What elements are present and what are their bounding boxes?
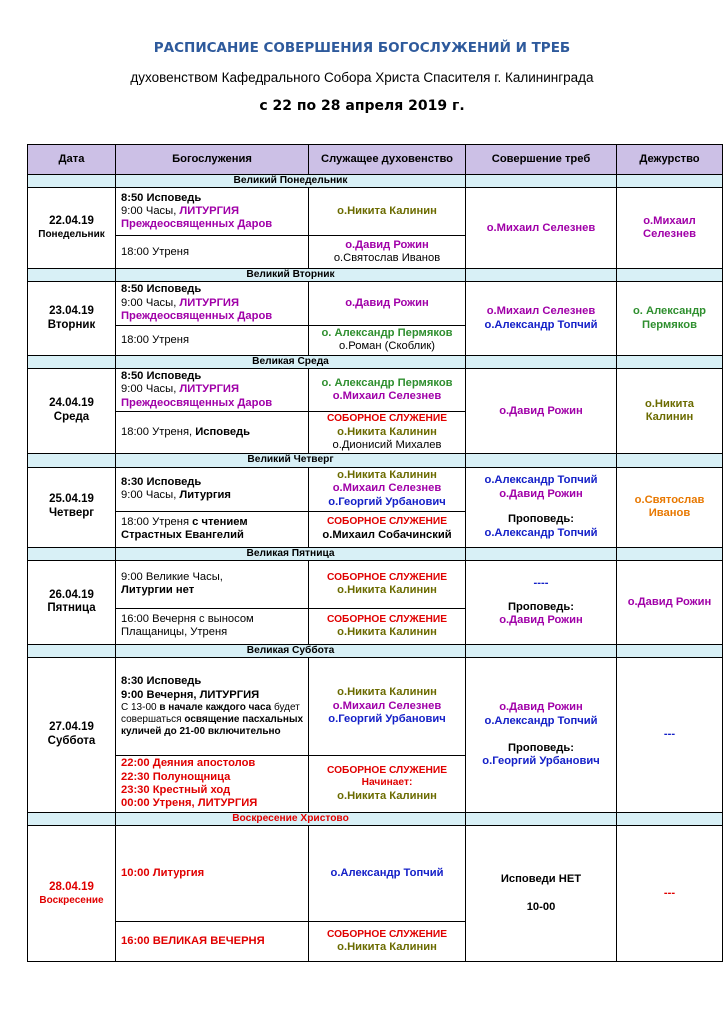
col-date: Дата	[28, 145, 116, 175]
treby-cell	[466, 369, 617, 454]
weekday: Четверг	[48, 507, 95, 520]
date: 24.04.19	[49, 397, 94, 410]
clergy-cell	[309, 826, 466, 922]
dash: ----	[533, 577, 549, 590]
clergy-name: о.Давид Рожин	[499, 487, 583, 500]
day-header	[28, 269, 723, 282]
treby-cell	[466, 560, 617, 644]
service-line: Преждеосвященных Даров	[121, 218, 273, 231]
date: 28.04.19	[49, 880, 94, 893]
clergy-name: о.Давид Рожин	[499, 614, 583, 627]
clergy-name: о.Александр Топчий	[484, 714, 598, 727]
clergy-name: о.Михаил Селезнев	[643, 214, 696, 241]
duty-cell	[617, 560, 723, 644]
clergy-name: о.Роман (Скоблик)	[338, 340, 436, 353]
service-line: 8:50 Исповедь	[121, 191, 202, 204]
table-row	[28, 282, 723, 325]
service-cell	[116, 922, 309, 962]
date: 27.04.19	[49, 721, 94, 734]
dash: ---	[663, 886, 676, 899]
treby-cell	[466, 188, 617, 269]
clergy-name: о.Михаил Селезнев	[332, 482, 442, 495]
clergy-name: о.Михаил Собачинский	[322, 528, 452, 541]
clergy-name: о.Александр Топчий	[484, 318, 598, 331]
date: 22.04.19	[49, 215, 94, 228]
page-subtitle: духовенством Кафедрального Собора Христа Спасителя г. Калининграда	[130, 70, 594, 85]
clergy-name: о.Никита Калинин	[337, 625, 437, 638]
service-line: 9:00 Вечерня, ЛИТУРГИЯ	[121, 688, 260, 701]
clergy-name: о.Никита Калинин	[337, 583, 437, 596]
date: 26.04.19	[49, 588, 94, 601]
service-line: с чтением	[192, 515, 248, 528]
date-cell	[28, 188, 116, 269]
clergy-name: о.Давид Рожин	[627, 595, 712, 608]
service-line: ЛИТУРГИЯ	[179, 296, 239, 309]
duty-cell	[617, 282, 723, 355]
service-line: Страстных Евангелий	[121, 529, 244, 542]
clergy-cell	[309, 236, 466, 269]
service-line: 18:00 Утреня	[121, 245, 190, 258]
blessing-note	[121, 702, 305, 738]
day-name: Великий Вторник	[116, 269, 466, 282]
day-name: Воскресение Христово	[116, 812, 466, 825]
service-cell	[116, 236, 309, 269]
service-cell	[116, 369, 309, 412]
clergy-cell	[309, 369, 466, 412]
treby-cell	[466, 826, 617, 962]
service-line: Исповедь	[195, 426, 251, 439]
clergy-cell	[309, 658, 466, 756]
clergy-cell	[309, 511, 466, 547]
service-cell	[116, 608, 309, 644]
clergy-name: о.Александр Топчий	[330, 866, 444, 879]
clergy-name: о.Александр Топчий	[484, 526, 598, 539]
service-line: 00:00 Утреня, ЛИТУРГИЯ	[121, 797, 258, 810]
clergy-name: о.Давид Рожин	[345, 238, 429, 251]
table-row	[28, 369, 723, 412]
service-line: 22:00 Деяния апостолов	[121, 757, 256, 770]
table-header	[28, 145, 723, 175]
service-cell	[116, 412, 309, 454]
table-row	[28, 658, 723, 756]
service-cell	[116, 511, 309, 547]
col-clergy: Служащее духовенство	[309, 145, 466, 175]
weekday: Суббота	[47, 735, 96, 748]
service-line: 9:00 Великие Часы,	[121, 570, 223, 583]
duty-cell	[617, 658, 723, 813]
day-header	[28, 644, 723, 657]
weekday: Воскресение	[39, 894, 104, 906]
table-row	[28, 826, 723, 922]
date: 23.04.19	[49, 304, 94, 317]
date-cell	[28, 467, 116, 547]
service-line: Литургия	[179, 489, 231, 502]
date-cell	[28, 369, 116, 454]
clergy-name: о.Никита Калинин	[337, 941, 437, 954]
service-line: Преждеосвященных Даров	[121, 310, 273, 323]
clergy-name: СОБОРНОЕ СЛУЖЕНИЕ	[326, 571, 448, 583]
duty-cell	[617, 188, 723, 269]
table-row	[28, 560, 723, 608]
service-cell	[116, 826, 309, 922]
treby-cell	[466, 282, 617, 355]
service-line: 16:00 Вечерня с выносом	[121, 612, 254, 625]
clergy-name: о.Михаил Селезнев	[332, 699, 442, 712]
day-name: Великая Среда	[116, 355, 466, 368]
clergy-name: о.Святослав Иванов	[333, 252, 441, 265]
service-line: 18:00 Утреня,	[121, 426, 196, 439]
service-line: 18:00 Утреня	[121, 333, 190, 346]
clergy-name: о.Георгий Урбанович	[328, 495, 446, 508]
service-line: 9:00 Часы,	[121, 296, 180, 309]
clergy-name: СОБОРНОЕ СЛУЖЕНИЕ	[326, 765, 448, 777]
service-line: Литургии нет	[121, 584, 195, 597]
clergy-name: о.Михаил Селезнев	[332, 390, 442, 403]
service-line: 8:50 Исповедь	[121, 370, 202, 383]
weekday: Понедельник	[38, 229, 105, 241]
duty-cell	[617, 369, 723, 454]
service-line: 23:30 Крестный ход	[121, 784, 231, 797]
service-line: 9:00 Часы,	[121, 383, 180, 396]
date: 25.04.19	[49, 493, 94, 506]
date-cell	[28, 282, 116, 355]
clergy-name: о.Александр Топчий	[484, 474, 598, 487]
sermon-label: Проповедь:	[508, 742, 574, 755]
clergy-name: о.Никита Калинин	[337, 205, 437, 218]
clergy-cell	[309, 560, 466, 608]
day-name: Великая Суббота	[116, 644, 466, 657]
col-duty: Дежурство	[617, 145, 723, 175]
col-services: Богослужения	[116, 145, 309, 175]
service-line: 8:30 Исповедь	[121, 475, 202, 488]
clergy-name: Начинает:	[361, 777, 413, 789]
sermon-label: Проповедь:	[508, 600, 574, 613]
service-cell	[116, 467, 309, 511]
service-cell	[116, 188, 309, 236]
service-line: Преждеосвященных Даров	[121, 396, 273, 409]
clergy-cell	[309, 608, 466, 644]
sermon-label: Проповедь:	[508, 513, 574, 526]
day-header	[28, 355, 723, 368]
service-line: Плащаницы, Утреня	[121, 626, 228, 639]
schedule-table	[27, 144, 723, 962]
clergy-name: о.Георгий Урбанович	[482, 755, 600, 768]
clergy-cell	[309, 756, 466, 813]
clergy-name: о.Никита Калинин	[644, 397, 695, 424]
date-cell	[28, 826, 116, 962]
service-line: 18:00 Утреня	[121, 515, 193, 528]
clergy-name: о.Михаил Селезнев	[486, 221, 596, 234]
day-header	[28, 547, 723, 560]
dash: ---	[663, 728, 676, 741]
service-line: 8:30 Исповедь	[121, 675, 202, 688]
clergy-name: о.Никита Калинин	[337, 425, 437, 438]
day-name: Великий Понедельник	[116, 175, 466, 188]
clergy-cell	[309, 282, 466, 325]
clergy-cell	[309, 325, 466, 355]
duty-cell	[617, 826, 723, 962]
confession-time: 10-00	[526, 900, 556, 913]
service-line: 9:00 Часы,	[121, 205, 180, 218]
service-line: 9:00 Часы,	[121, 489, 180, 502]
clergy-name: о.Давид Рожин	[499, 701, 583, 714]
clergy-name: СОБОРНОЕ СЛУЖЕНИЕ	[326, 928, 448, 940]
duty-cell	[617, 467, 723, 547]
treby-cell	[466, 658, 617, 813]
note-part: освящение пасхальных куличей до 21-00 включительно	[121, 714, 304, 738]
clergy-name: о.Михаил Селезнев	[486, 305, 596, 318]
clergy-name: о.Никита Калинин	[337, 686, 437, 699]
date-cell	[28, 560, 116, 644]
clergy-name: СОБОРНОЕ СЛУЖЕНИЕ	[326, 413, 448, 425]
day-header	[28, 175, 723, 188]
clergy-name: о.Давид Рожин	[345, 296, 429, 309]
clergy-name: о. Александр Пермяков	[321, 326, 453, 339]
clergy-name: о.Дионисий Михалев	[332, 439, 442, 451]
day-header	[28, 454, 723, 467]
service-line: 8:50 Исповедь	[121, 283, 202, 296]
service-line: 16:00 ВЕЛИКАЯ ВЕЧЕРНЯ	[121, 934, 265, 947]
clergy-name: о. Александр Пермяков	[632, 305, 707, 331]
clergy-cell	[309, 467, 466, 511]
table-row	[28, 467, 723, 511]
clergy-cell	[309, 922, 466, 962]
note-part: в начале каждого часа	[159, 702, 272, 714]
service-line: 10:00 Литургия	[121, 866, 205, 879]
service-cell	[116, 658, 309, 756]
service-cell	[116, 560, 309, 608]
clergy-cell	[309, 188, 466, 236]
confession-note: Исповеди НЕТ	[500, 873, 582, 886]
clergy-name: СОБОРНОЕ СЛУЖЕНИЕ	[326, 516, 448, 528]
clergy-name: о.Никита Калинин	[337, 789, 437, 802]
col-treby: Совершение треб	[466, 145, 617, 175]
note-part: С 13-00	[121, 702, 160, 714]
table-row	[28, 188, 723, 236]
service-line: 22:30 Полунощница	[121, 770, 231, 783]
service-cell	[116, 282, 309, 325]
treby-cell	[466, 467, 617, 547]
service-line: ЛИТУРГИЯ	[179, 383, 239, 396]
weekday: Среда	[53, 411, 90, 424]
weekday: Пятница	[47, 602, 96, 615]
date-cell	[28, 658, 116, 813]
clergy-name: о.Давид Рожин	[499, 404, 583, 417]
day-header	[28, 812, 723, 825]
weekday: Вторник	[47, 318, 96, 331]
page-title: РАСПИСАНИЕ СОВЕРШЕНИЯ БОГОСЛУЖЕНИЙ И ТРЕБ	[153, 40, 571, 56]
clergy-cell	[309, 412, 466, 454]
schedule-period: с 22 по 28 апреля 2019 г.	[259, 98, 465, 114]
note-part: будет совершаться	[121, 702, 300, 726]
clergy-name: о. Александр Пермяков	[321, 376, 453, 389]
service-line: ЛИТУРГИЯ	[179, 205, 239, 218]
day-name: Великая Пятница	[116, 547, 466, 560]
clergy-name: СОБОРНОЕ СЛУЖЕНИЕ	[326, 613, 448, 625]
service-cell	[116, 756, 309, 813]
clergy-name: о.Никита Калинин	[337, 469, 437, 482]
service-cell	[116, 325, 309, 355]
clergy-name: о.Георгий Урбанович	[328, 713, 446, 726]
day-name: Великий Четверг	[116, 454, 466, 467]
clergy-name: о.Святослав Иванов	[634, 493, 705, 520]
